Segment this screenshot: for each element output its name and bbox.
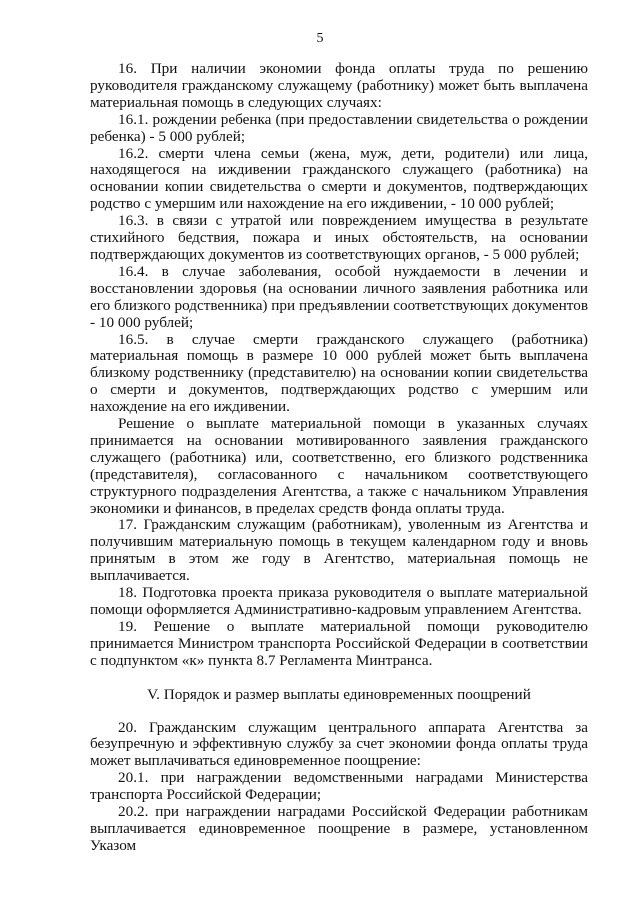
paragraph-16: 16. При наличии экономии фонда оплаты труда по решению руководителя гражданскому служащему (работнику) может быть выплачена материальная помощь в следующих случаях: [90, 60, 588, 111]
section-heading: V. Порядок и размер выплаты единовременных поощрений [147, 685, 531, 703]
page-number: 5 [316, 31, 324, 46]
paragraph-17: 17. Гражданским служащим (работникам), уволенным из Агентства и получившим материальную помощь в текущем календарном году и вновь принятым в этом же году в Агентство, материальная помощь не выплачивается. [90, 516, 588, 585]
paragraph-19: 19. Решение о выплате материальной помощи руководителю принимается Министром транспорта Российской Федерации в соответствии с подпунктом «к» пункта 8.7 Регламента Минтранса. [90, 617, 588, 669]
paragraph-16-5: 16.5. в случае смерти гражданского служащего (работника) материальная помощь в размере 10 000 рублей может быть выплачена близкому родственнику (представителю) на основании копии свидетельства о смерти и документов, подтверждающих родство с умершим или нахождение на его иждивении. [90, 330, 588, 416]
paragraph-20-2: 20.2. при награждении наградами Российской Федерации работникам выплачивается единовременное поощрение в размере, установленном Указом [90, 803, 588, 854]
paragraph-20: 20. Гражданским служащим центрального аппарата Агентства за безупречную и эффективную службу за счет экономии фонда оплаты труда может выплачиваться единовременное поощрение: [90, 718, 588, 770]
paragraph-20-1: 20.1. при награждении ведомственными наградами Министерства транспорта Российской Федерации; [90, 769, 588, 804]
paragraph-16-1: 16.1. рождении ребенка (при предоставлении свидетельства о рождении ребенка) - 5 000 рублей; [90, 110, 588, 145]
paragraph-16-3: 16.3. в связи с утратой или повреждением имущества в результате стихийного бедствия, пожара и иных обстоятельств, на основании подтверждающих документов из соответствующих органов, - 5 000 рублей; [90, 212, 588, 263]
paragraph-16-2: 16.2. смерти члена семьи (жена, муж, дети, родители) или лица, находящегося на иждивении гражданского служащего (работника) на основании копии свидетельства о смерти и документов, подтверждающих родство с умершим или нахождение на его иждивении, - 10 000 рублей; [90, 144, 588, 213]
paragraph-18: 18. Подготовка проекта приказа руководителя о выплате материальной помощи оформляется Административно-кадровым управлением Агентства. [90, 584, 588, 618]
document-body [90, 61, 588, 855]
paragraph-16-4: 16.4. в случае заболевания, особой нуждаемости в лечении и восстановлении здоровья (на основании личного заявления работника или его близкого родственника) при предъявлении соответствующих документов - 10 000 рублей; [90, 262, 588, 331]
paragraph-decision: Решение о выплате материальной помощи в указанных случаях принимается на основании мотивированного заявления гражданского служащего (работника) или, соответственно, его близкого родственника (представителя), согласованного с начальником соответствующего структурного подразделения Агентства, а также с начальником Управления экономики и финансов, в пределах средств фонда оплаты труда. [90, 415, 588, 517]
